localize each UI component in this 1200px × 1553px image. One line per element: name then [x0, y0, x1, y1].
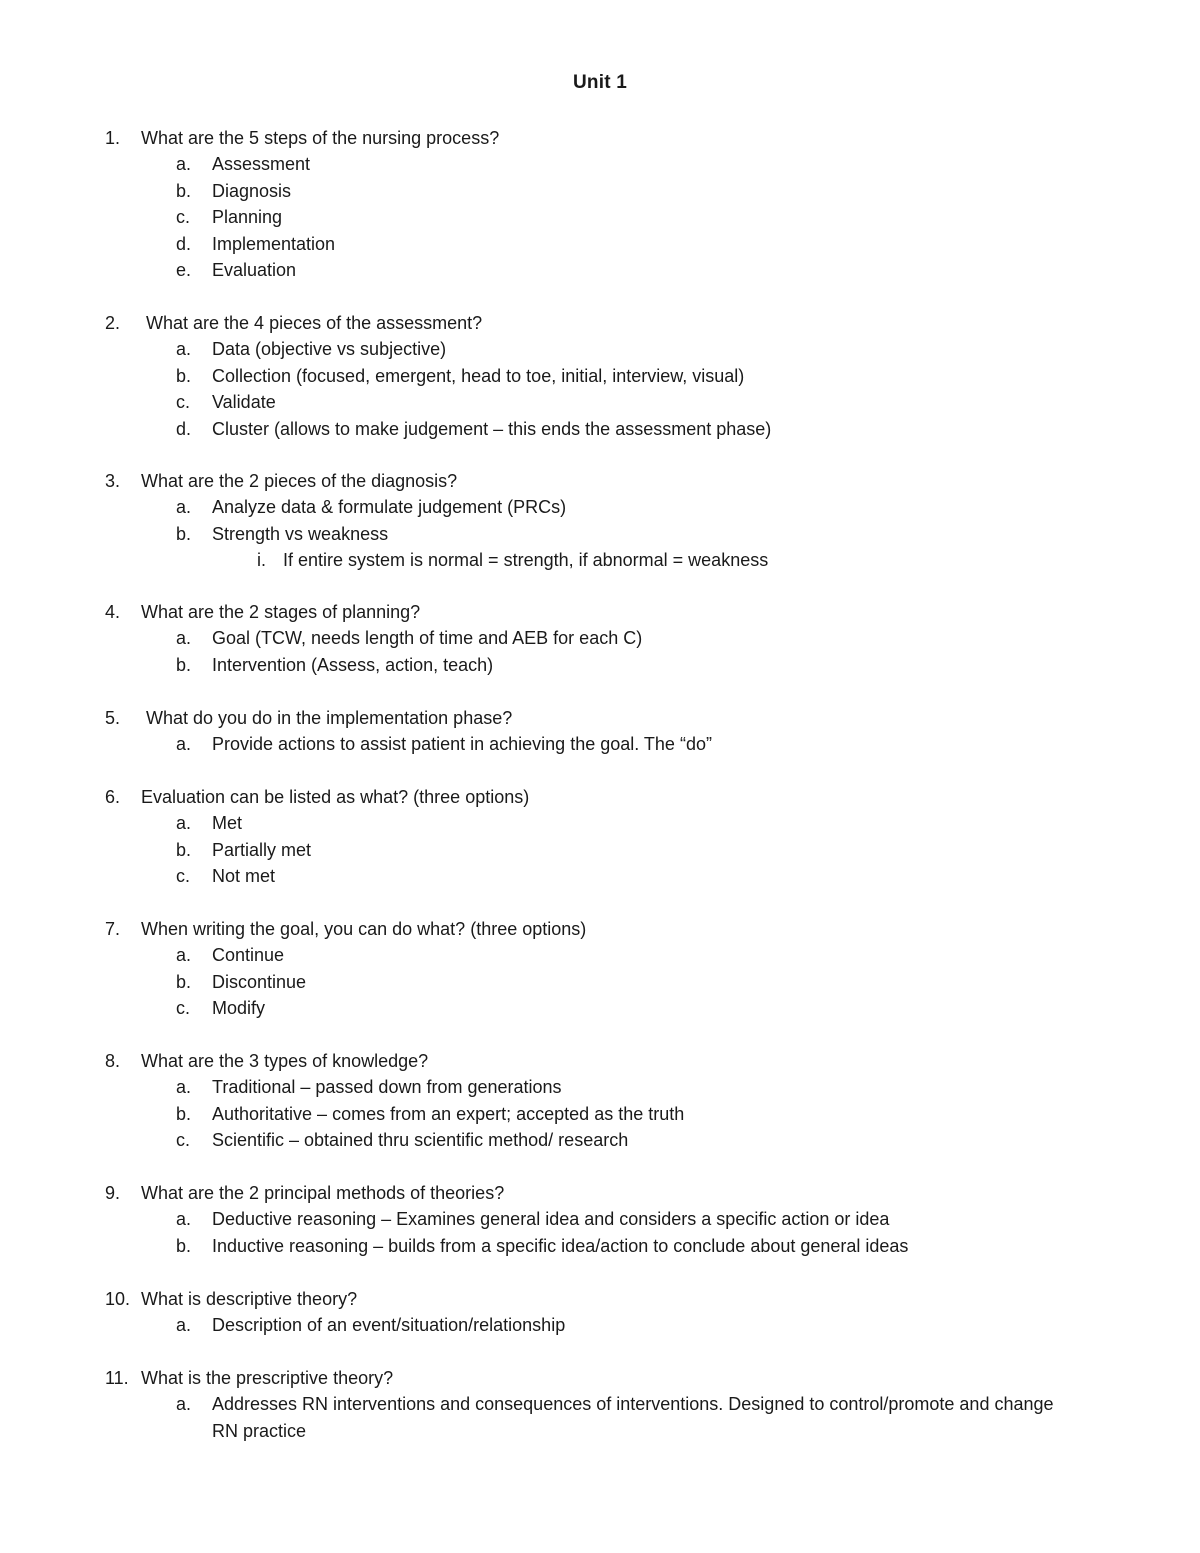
answer-text: Scientific – obtained thru scientific method/ research	[212, 1130, 629, 1150]
answer-letter: a.	[176, 154, 192, 174]
question-text: What is descriptive theory?	[141, 1289, 358, 1309]
question-number: 4.	[105, 602, 121, 622]
answer-text: Evaluation	[212, 260, 297, 280]
question-2	[105, 310, 1105, 442]
question-8	[105, 1048, 1105, 1154]
answer-letter: d.	[176, 418, 192, 439]
answer-text: Met	[212, 813, 243, 833]
question-6	[105, 784, 1105, 890]
question-7	[105, 916, 1105, 1022]
question-number: 5.	[105, 708, 121, 728]
answer-text: Discontinue	[212, 971, 307, 992]
answer-text: Collection (focused, emergent, head to toe, initial, interview, visual)	[212, 365, 745, 386]
answer-text: Continue	[212, 945, 285, 965]
answer-letter: a.	[176, 628, 192, 648]
answer-text: Partially met	[212, 839, 312, 860]
answer-text: Deductive reasoning – Examines general idea and considers a specific action or idea	[212, 1209, 890, 1229]
answer-item	[105, 151, 1105, 178]
answer-text: Planning	[212, 207, 283, 227]
question-3	[105, 468, 1105, 574]
answer-text: Description of an event/situation/relationship	[212, 1315, 566, 1335]
answer-letter: a.	[176, 1209, 192, 1229]
question-number: 7.	[105, 919, 121, 939]
question-number: 2.	[105, 313, 121, 333]
answer-letter: a.	[176, 1394, 192, 1414]
answer-item	[105, 995, 1105, 1022]
answer-item	[105, 1206, 1105, 1233]
answer-item	[105, 942, 1105, 969]
answer-item	[105, 336, 1105, 363]
question-text: What are the 2 pieces of the diagnosis?	[141, 471, 458, 491]
answer-letter: b.	[176, 1103, 192, 1124]
answer-item	[105, 204, 1105, 231]
answer-letter: a.	[176, 1077, 192, 1097]
question-number: 6.	[105, 787, 121, 807]
answer-item	[105, 178, 1105, 205]
answer-item	[105, 652, 1105, 679]
answer-text: Assessment	[212, 154, 311, 174]
answer-item	[105, 863, 1105, 890]
answer-item	[105, 521, 1105, 548]
answer-letter: b.	[176, 971, 192, 992]
question-5	[105, 705, 1105, 758]
answer-letter: a.	[176, 339, 192, 359]
question-text: What is the prescriptive theory?	[141, 1368, 394, 1388]
question-text: What are the 2 stages of planning?	[141, 602, 421, 622]
answer-letter: c.	[176, 866, 191, 886]
answer-text: Intervention (Assess, action, teach)	[212, 654, 494, 675]
question-4	[105, 599, 1105, 678]
sub-answer-number: i.	[257, 550, 266, 570]
answer-text: Strength vs weakness	[212, 523, 389, 544]
answer-text: Analyze data & formulate judgement (PRCs)	[212, 497, 567, 517]
question-number: 3.	[105, 471, 121, 491]
question-text: What are the 4 pieces of the assessment?	[146, 313, 483, 333]
question-10	[105, 1286, 1105, 1339]
answer-item	[105, 625, 1105, 652]
answer-item	[105, 731, 1105, 758]
answer-letter: c.	[176, 392, 191, 412]
answer-item	[105, 257, 1105, 284]
question-text: What are the 5 steps of the nursing process?	[141, 128, 500, 148]
answer-text: Diagnosis	[212, 180, 292, 201]
answer-letter: e.	[176, 260, 192, 280]
answer-item	[105, 494, 1105, 521]
answer-text: Provide actions to assist patient in achieving the goal. The “do”	[212, 734, 712, 754]
question-9	[105, 1180, 1105, 1259]
answer-text: Cluster (allows to make judgement – this ends the assessment phase)	[212, 418, 772, 439]
question-text: Evaluation can be listed as what? (three options)	[141, 787, 530, 807]
answer-text: Authoritative – comes from an expert; accepted as the truth	[212, 1103, 685, 1124]
answer-letter: a.	[176, 497, 192, 517]
answer-item	[105, 231, 1105, 258]
answer-letter: d.	[176, 233, 192, 254]
answer-item	[105, 1233, 1105, 1260]
answer-letter: c.	[176, 207, 191, 227]
question-text: What are the 3 types of knowledge?	[141, 1051, 429, 1071]
answer-text: Addresses RN interventions and consequences of interventions. Designed to control/promote and change RN practice	[212, 1394, 1054, 1441]
question-number: 11.	[105, 1368, 129, 1388]
answer-letter: a.	[176, 945, 192, 965]
answer-letter: b.	[176, 523, 192, 544]
answer-item	[105, 1074, 1105, 1101]
answer-letter: a.	[176, 734, 192, 754]
question-11	[105, 1365, 1105, 1444]
answer-item	[105, 969, 1105, 996]
answer-item	[105, 837, 1105, 864]
answer-item	[105, 1312, 1105, 1339]
answer-letter: b.	[176, 654, 192, 675]
answer-text: Traditional – passed down from generations	[212, 1077, 562, 1097]
answer-item	[105, 416, 1105, 443]
answer-item	[105, 1127, 1105, 1154]
answer-text: Inductive reasoning – builds from a specific idea/action to conclude about general ideas	[212, 1235, 909, 1256]
answer-text: Modify	[212, 998, 266, 1018]
answer-letter: b.	[176, 1235, 192, 1256]
answer-letter: b.	[176, 365, 192, 386]
question-number: 1.	[105, 128, 121, 148]
answer-item	[105, 1101, 1105, 1128]
answer-letter: b.	[176, 839, 192, 860]
answer-text: Validate	[212, 392, 276, 412]
answer-letter: c.	[176, 998, 191, 1018]
question-number: 9.	[105, 1183, 121, 1203]
answer-letter: a.	[176, 813, 192, 833]
question-text: When writing the goal, you can do what? (three options)	[141, 919, 587, 939]
question-number: 8.	[105, 1051, 121, 1071]
question-text: What are the 2 principal methods of theories?	[141, 1183, 505, 1203]
answer-item	[105, 1391, 1105, 1444]
answer-text: Data (objective vs subjective)	[212, 339, 447, 359]
answer-text: Goal (TCW, needs length of time and AEB for each C)	[212, 628, 643, 648]
answer-text: Implementation	[212, 233, 336, 254]
answer-letter: a.	[176, 1315, 192, 1335]
answer-letter: b.	[176, 180, 192, 201]
question-text: What do you do in the implementation phase?	[146, 708, 513, 728]
page-title: Unit 1	[573, 72, 627, 93]
answer-text: Not met	[212, 866, 276, 886]
question-1	[105, 125, 1105, 284]
sub-answer-text: If entire system is normal = strength, if abnormal = weakness	[283, 550, 769, 570]
answer-letter: c.	[176, 1130, 191, 1150]
answer-item	[105, 389, 1105, 416]
answer-item	[105, 810, 1105, 837]
answer-item	[105, 363, 1105, 390]
question-number: 10.	[105, 1289, 131, 1309]
sub-answer-item	[105, 547, 1105, 574]
